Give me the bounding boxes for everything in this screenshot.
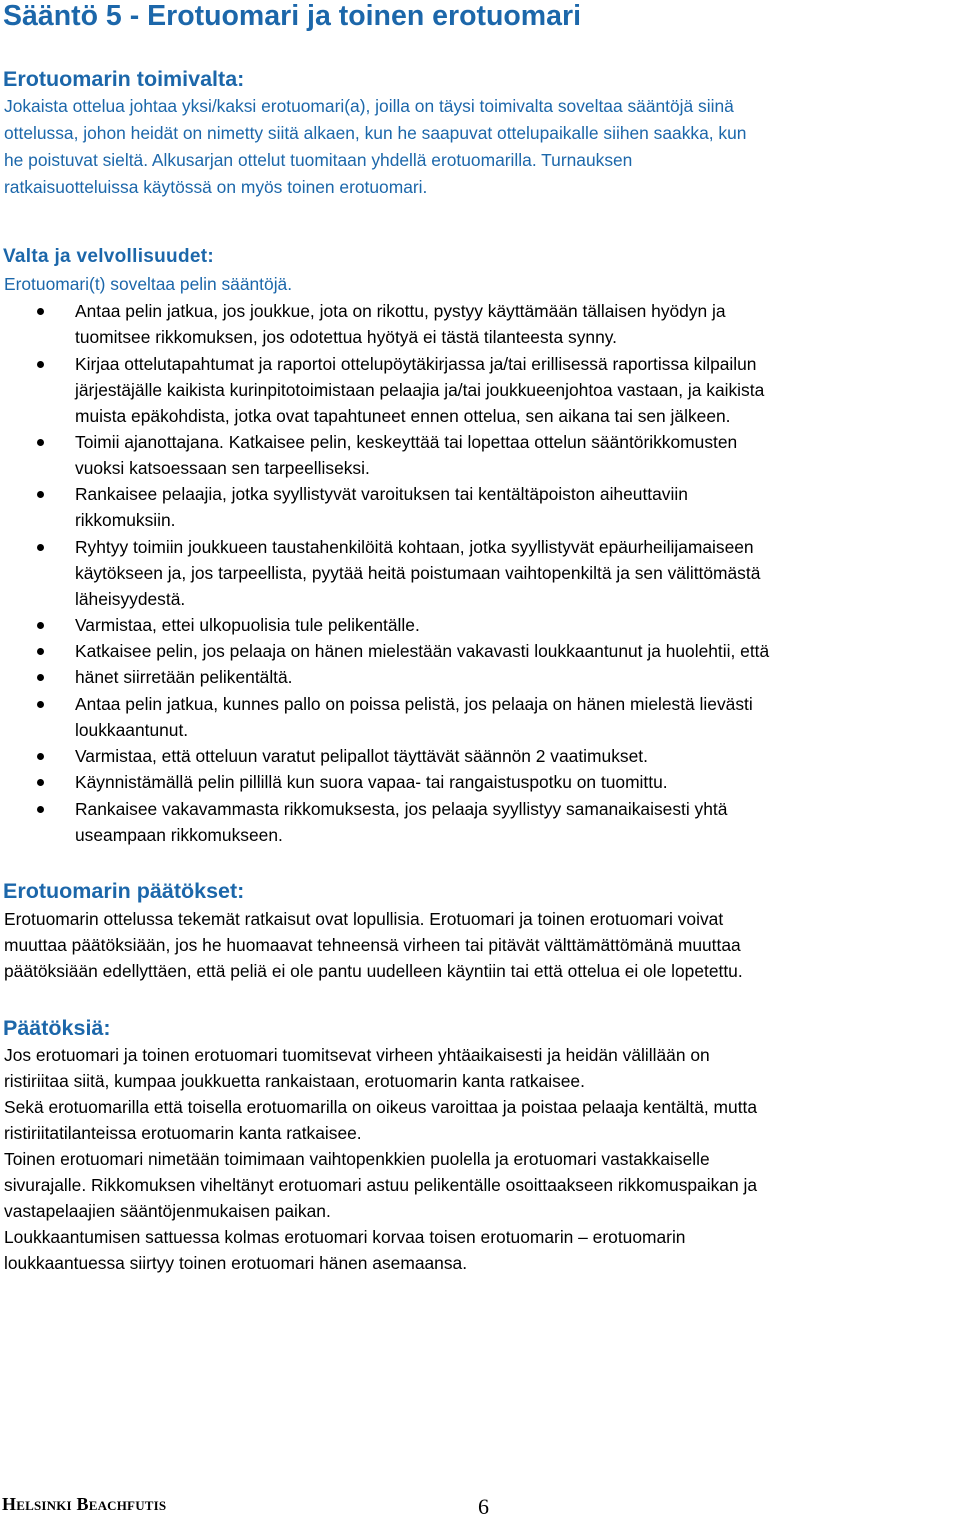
bullet-line: Käynnistämällä pelin pillillä kun suora vapaa- tai rangaistuspotku on tuomittu. bbox=[75, 772, 668, 792]
paragraph-line: Jos erotuomari ja toinen erotuomari tuomitsevat virheen yhtäaikaisesti ja heidän välillään on bbox=[4, 1045, 710, 1065]
paragraph-line: Jokaista ottelua johtaa yksi/kaksi erotuomari(a), joilla on täysi toimivalta soveltaa sääntöjä siinä bbox=[4, 96, 734, 116]
bullet-marker bbox=[37, 753, 44, 760]
bullet-marker bbox=[37, 361, 44, 368]
section-heading-toimivalta: Erotuomarin toimivalta: bbox=[3, 67, 245, 91]
bullet-line: Varmistaa, että otteluun varatut pelipallot täyttävät säännön 2 vaatimukset. bbox=[75, 746, 648, 766]
bullet-line: Toimii ajanottajana. Katkaisee pelin, keskeyttää tai lopettaa ottelun sääntörikkomusten bbox=[75, 432, 738, 452]
paragraph-line: Sekä erotuomarilla että toisella erotuomarilla on oikeus varoittaa ja poistaa pelaaja kentältä, mutta bbox=[4, 1097, 758, 1117]
paragraph-line: vastapelaajien sääntöjenmukaisen paikan. bbox=[4, 1201, 331, 1221]
bullet-marker bbox=[37, 308, 44, 315]
paragraph-line: sivurajalle. Rikkomuksen viheltänyt erotuomari astuu pelikentälle osoittaakseen rikkomuspaikan ja bbox=[4, 1175, 758, 1195]
paragraph-line: ristiriitatilanteissa erotuomarin kanta ratkaisee. bbox=[4, 1123, 362, 1143]
bullet-marker bbox=[37, 491, 44, 498]
page-title: Sääntö 5 - Erotuomari ja toinen erotuomari bbox=[3, 0, 582, 32]
bullet-line: hänet siirretään pelikentältä. bbox=[75, 667, 293, 687]
section-intro: Erotuomari(t) soveltaa pelin sääntöjä. bbox=[4, 274, 293, 294]
section-heading-paatoksia: Päätöksiä: bbox=[3, 1016, 111, 1040]
bullet-line: Antaa pelin jatkua, jos joukkue, jota on rikottu, pystyy käyttämään tällaisen hyödyn ja bbox=[75, 301, 726, 321]
bullet-marker bbox=[37, 544, 44, 551]
bullet-marker bbox=[37, 806, 44, 813]
bullet-line: loukkaantunut. bbox=[75, 720, 189, 740]
bullet-line: Ryhtyy toimiin joukkueen taustahenkilöitä kohtaan, jotka syyllistyvät epäurheilijamaiseen bbox=[75, 537, 754, 557]
paragraph-line: päätöksiään edellyttäen, että peliä ei ole pantu uudelleen käyntiin tai että ottelua ei ole lopetettu. bbox=[4, 961, 743, 981]
bullet-line: läheisyydestä. bbox=[75, 589, 186, 609]
bullet-line: Katkaisee pelin, jos pelaaja on hänen mielestään vakavasti loukkaantunut ja huolehtii, että bbox=[75, 641, 770, 661]
section-heading-paatokset: Erotuomarin päätökset: bbox=[3, 879, 245, 903]
bullet-line: Varmistaa, ettei ulkopuolisia tule pelikentälle. bbox=[75, 615, 420, 635]
paragraph-line: Loukkaantumisen sattuessa kolmas erotuomari korvaa toisen erotuomarin – erotuomarin bbox=[4, 1227, 686, 1247]
section-heading-valta: Valta ja velvollisuudet: bbox=[3, 246, 214, 267]
bullet-line: Rankaisee vakavammasta rikkomuksesta, jos pelaaja syyllistyy samanaikaisesti yhtä bbox=[75, 799, 728, 819]
bullet-line: tuomitsee rikkomuksen, jos odotettua hyötyä ei tästä tilanteesta synny. bbox=[75, 327, 617, 347]
paragraph-line: ottelussa, johon heidät on nimetty siitä alkaen, kun he saapuvat ottelupaikalle siihen saakka, kun bbox=[4, 123, 747, 143]
paragraph-line: loukkaantuessa siirtyy toinen erotuomari hänen asemaansa. bbox=[4, 1253, 468, 1273]
paragraph-line: Erotuomarin ottelussa tekemät ratkaisut ovat lopullisia. Erotuomari ja toinen erotuomari voivat bbox=[4, 909, 724, 929]
page-number: 6 bbox=[478, 1494, 489, 1519]
bullet-line: rikkomuksiin. bbox=[75, 510, 176, 530]
paragraph-line: ristiriitaa siitä, kumpaa joukkuetta rankaistaan, erotuomarin kanta ratkaisee. bbox=[4, 1071, 585, 1091]
bullet-marker bbox=[37, 439, 44, 446]
bullet-line: Rankaisee pelaajia, jotka syyllistyvät varoituksen tai kentältäpoiston aiheuttaviin bbox=[75, 484, 688, 504]
paragraph-line: ratkaisuotteluissa käytössä on myös toinen erotuomari. bbox=[4, 177, 428, 197]
bullet-line: järjestäjälle kaikista kurinpitotoimistaan pelaajia ja/tai joukkueenjohtoa vastaan, ja kaikista bbox=[75, 380, 765, 400]
bullet-marker bbox=[37, 622, 44, 629]
footer-brand: Helsinki Beachfutis bbox=[2, 1494, 167, 1514]
bullet-marker bbox=[37, 648, 44, 655]
paragraph-line: muuttaa päätöksiään, jos he huomaavat tehneensä virheen tai pitävät välttämättömänä muuttaa bbox=[4, 935, 741, 955]
bullet-line: käytökseen ja, jos tarpeellista, pyytää heitä poistumaan vaihtopenkiltä ja sen välittömästä bbox=[75, 563, 761, 583]
bullet-marker bbox=[37, 674, 44, 681]
bullet-marker bbox=[37, 779, 44, 786]
bullet-line: useampaan rikkomukseen. bbox=[75, 825, 283, 845]
bullet-line: muista epäkohdista, jotka ovat tapahtuneet ennen ottelua, sen aikana tai sen jälkeen. bbox=[75, 406, 731, 426]
paragraph-line: Toinen erotuomari nimetään toimimaan vaihtopenkkien puolella ja erotuomari vastakkaiselle bbox=[4, 1149, 710, 1169]
paragraph-line: he poistuvat sieltä. Alkusarjan ottelut tuomitaan yhdellä erotuomarilla. Turnauksen bbox=[4, 150, 633, 170]
bullet-line: Antaa pelin jatkua, kunnes pallo on poissa pelistä, jos pelaaja on hänen mielestä lievästi bbox=[75, 694, 753, 714]
bullet-line: Kirjaa ottelutapahtumat ja raportoi ottelupöytäkirjassa ja/tai erillisessä raportissa kilpailun bbox=[75, 354, 757, 374]
bullet-line: vuoksi katsoessaan sen tarpeelliseksi. bbox=[75, 458, 370, 478]
bullet-marker bbox=[37, 701, 44, 708]
